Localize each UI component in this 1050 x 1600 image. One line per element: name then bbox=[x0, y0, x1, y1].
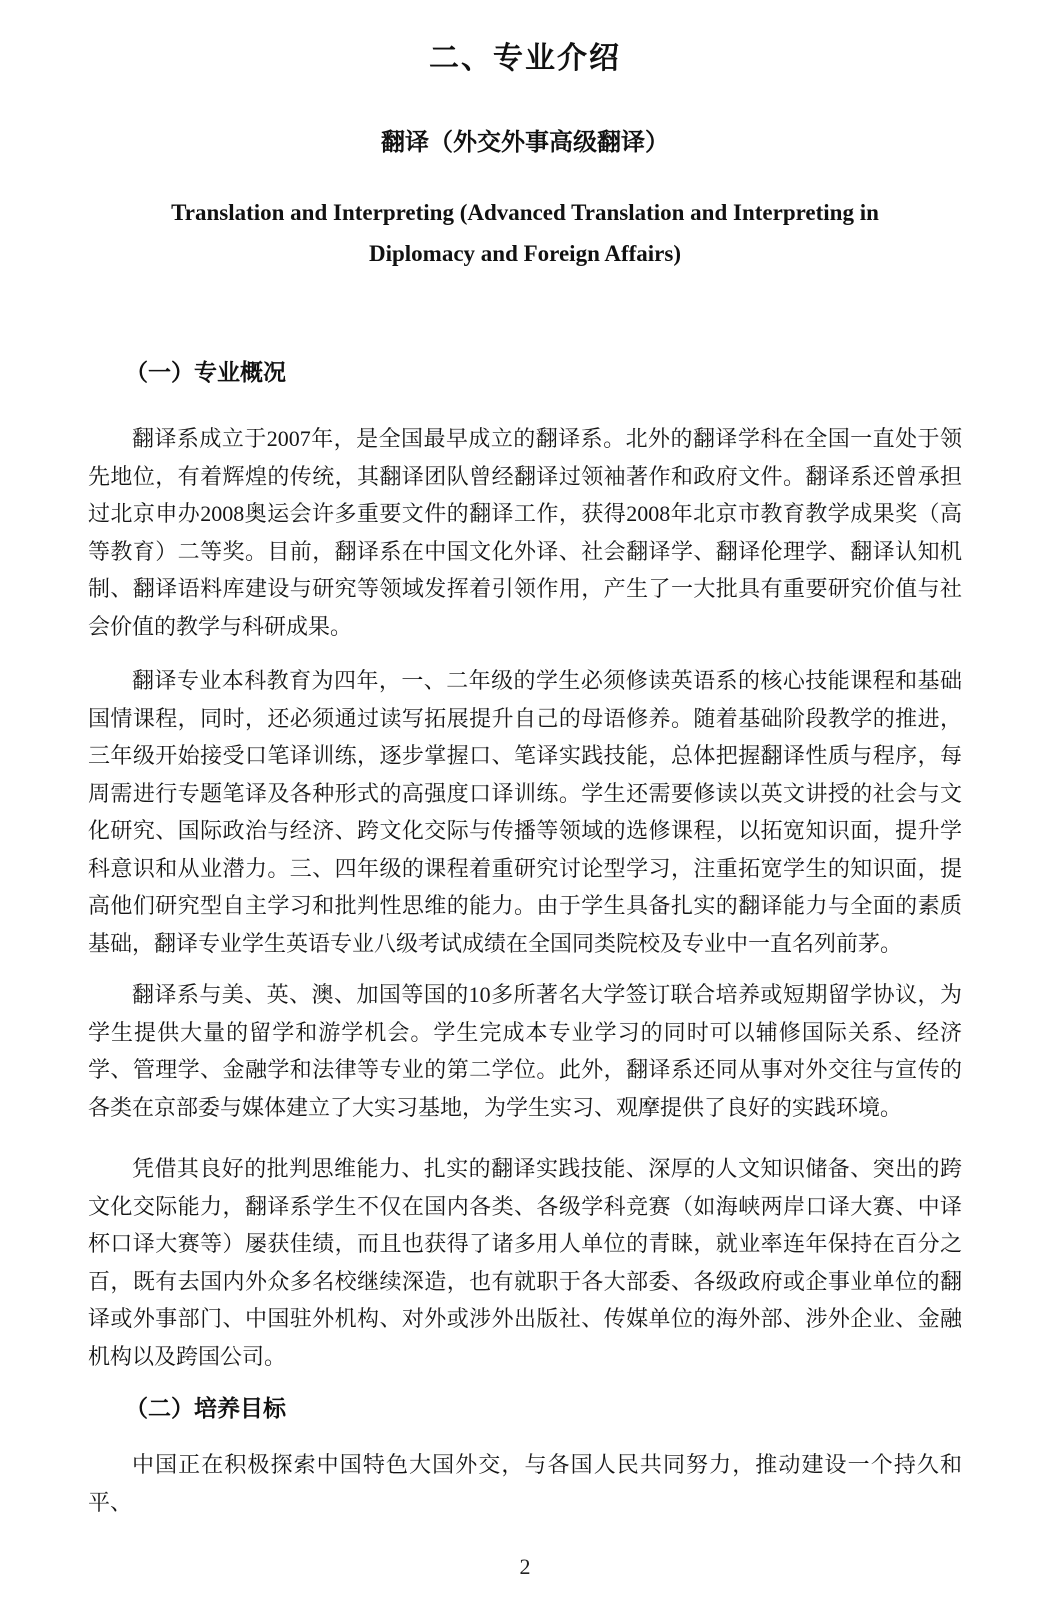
overview-paragraph-3: 翻译系与美、英、澳、加国等国的10多所著名大学签订联合培养或短期留学协议，为学生提供大量的留学和游学机会。学生完成本专业学习的同时可以辅修国际关系、经济学、管理学、金融学和法律等专业的第二学位。此外，翻译系还同从事对外交往与宣传的各类在京部委与媒体建立了大实习基地，为学生实习、观摩提供了良好的实践环境。 bbox=[88, 982, 962, 1120]
section-heading-overview: （一）专业概况 bbox=[125, 359, 286, 385]
page-title: 二、专业介绍 bbox=[429, 42, 621, 75]
major-title-english bbox=[0, 192, 1050, 274]
major-title-english-line1: Translation and Interpreting (Advanced Translation and Interpreting in bbox=[171, 200, 879, 225]
overview-paragraph-2: 翻译专业本科教育为四年，一、二年级的学生必须修读英语系的核心技能课程和基础国情课程，同时，还必须通过读写拓展提升自己的母语修养。随着基础阶段教学的推进，三年级开始接受口笔译训练，逐步掌握口、笔译实践技能，总体把握翻译性质与程序，每周需进行专题笔译及各种形式的高强度口译训练。学生还需要修读以英文讲授的社会与文化研究、国际政治与经济、跨文化交际与传播等领域的选修课程，以拓宽知识面，提升学科意识和从业潜力。三、四年级的课程着重研究讨论型学习，注重拓宽学生的知识面，提高他们研究型自主学习和批判性思维的能力。由于学生具备扎实的翻译能力与全面的素质基础，翻译专业学生英语专业八级考试成绩在全国同类院校及专业中一直名列前茅。 bbox=[88, 668, 962, 956]
training-objectives-paragraph-1: 中国正在积极探索中国特色大国外交，与各国人民共同努力，推动建设一个持久和平、 bbox=[88, 1452, 962, 1515]
section-heading-training-objectives: （二）培养目标 bbox=[125, 1395, 286, 1421]
overview-paragraph-1: 翻译系成立于2007年，是全国最早成立的翻译系。北外的翻译学科在全国一直处于领先地位，有着辉煌的传统，其翻译团队曾经翻译过领袖著作和政府文件。翻译系还曾承担过北京申办2008奥运会许多重要文件的翻译工作，获得2008年北京市教育教学成果奖（高等教育）二等奖。目前，翻译系在中国文化外译、社会翻译学、翻译伦理学、翻译认知机制、翻译语料库建设与研究等领域发挥着引领作用，产生了一大批具有重要研究价值与社会价值的教学与科研成果。 bbox=[88, 426, 962, 639]
overview-paragraph-4: 凭借其良好的批判思维能力、扎实的翻译实践技能、深厚的人文知识储备、突出的跨文化交际能力，翻译系学生不仅在国内各类、各级学科竞赛（如海峡两岸口译大赛、中译杯口译大赛等）屡获佳绩，而且也获得了诸多用人单位的青睐，就业率连年保持在百分之百，既有去国内外众多名校继续深造，也有就职于各大部委、各级政府或企事业单位的翻译或外事部门、中国驻外机构、对外或涉外出版社、传媒单位的海外部、涉外企业、金融机构以及跨国公司。 bbox=[88, 1156, 962, 1369]
page-number: 2 bbox=[519, 1554, 531, 1579]
major-title-english-line2: Diplomacy and Foreign Affairs) bbox=[369, 241, 681, 266]
major-title-chinese: 翻译（外交外事高级翻译） bbox=[381, 129, 669, 156]
